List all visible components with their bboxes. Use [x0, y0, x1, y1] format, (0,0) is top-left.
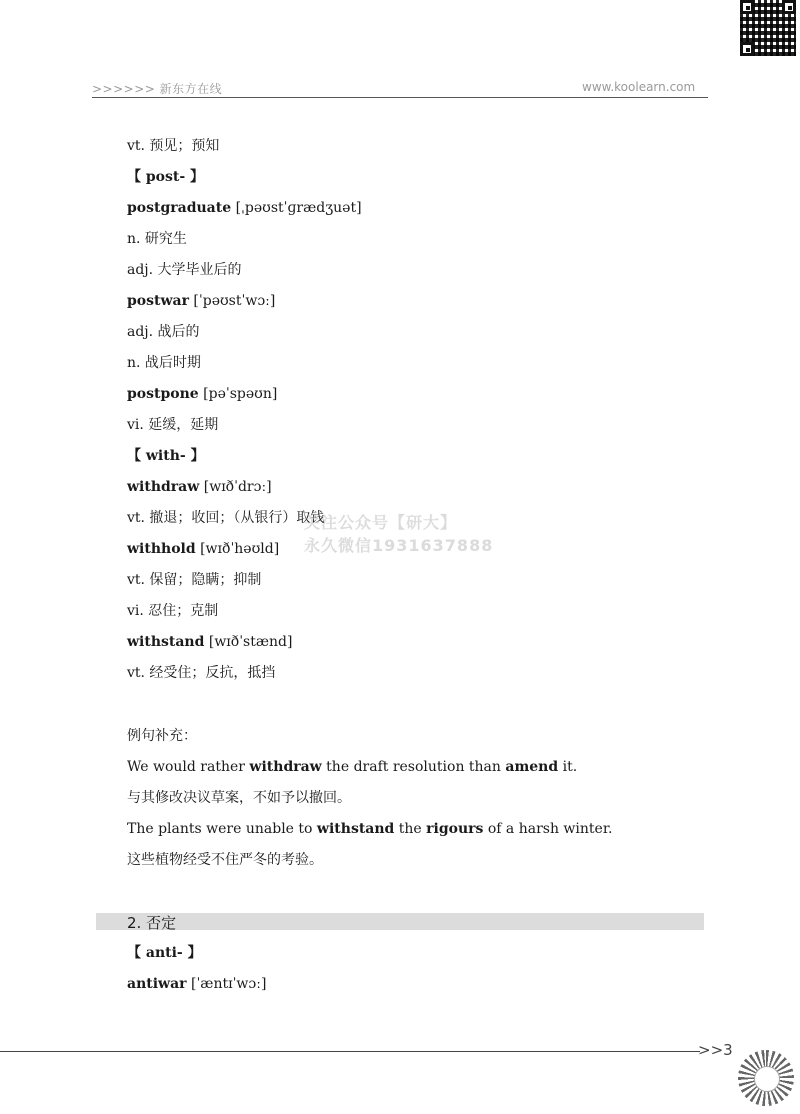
definition-line: vt. 预见；预知 — [127, 138, 220, 154]
definition-line: vt. 撤退；收回；（从银行）取钱 — [127, 510, 325, 526]
word-entry — [127, 385, 277, 403]
definition-line: vt. 经受住；反抗，抵挡 — [127, 665, 276, 681]
definition-line: adj. 大学毕业后的 — [127, 262, 242, 278]
footer-divider — [0, 1051, 700, 1052]
section-header-bar — [96, 913, 704, 930]
word-entry — [127, 540, 279, 558]
text-run: The plants were unable to — [127, 821, 317, 837]
phonetic: [wɪðˈhəʊld] — [195, 541, 280, 557]
phonetic: [pəˈspəʊn] — [198, 386, 278, 402]
section-title: 2. 否定 — [127, 914, 177, 932]
headword: postwar — [127, 293, 189, 309]
header-url[interactable]: www.koolearn.com — [582, 80, 696, 94]
keyword: withstand — [316, 821, 395, 837]
keyword: withdraw — [249, 759, 322, 775]
phonetic: [wɪðˈstænd] — [204, 634, 293, 650]
definition-line: adj. 战后的 — [127, 324, 200, 340]
definition-line: n. 战后时期 — [127, 355, 201, 371]
word-entry — [127, 478, 272, 496]
text-run: the — [394, 821, 427, 837]
definition-line: vt. 保留；隐瞒；抑制 — [127, 572, 262, 588]
definition-line: vi. 延缓，延期 — [127, 417, 219, 433]
word-entry — [127, 633, 292, 651]
example-sentence — [127, 820, 612, 838]
keyword: rigours — [426, 821, 484, 837]
word-entry — [127, 975, 266, 993]
text-run: the draft resolution than — [321, 759, 506, 775]
prefix-heading: 【 with- 】 — [127, 448, 205, 464]
watermark-line-1: 关注公众号【研大】 — [304, 513, 458, 532]
example-translation: 这些植物经受不住严冬的考验。 — [127, 852, 323, 868]
text-run: of a harsh winter. — [483, 821, 613, 837]
definition-line: vi. 忍住；克制 — [127, 603, 219, 619]
qr-code-image — [740, 0, 796, 56]
headword: withhold — [127, 541, 196, 557]
phonetic: [ˈpəʊstˈwɔː] — [188, 293, 276, 309]
phonetic: [ˌpəʊstˈɡrædʒuət] — [231, 200, 362, 216]
phonetic: [wɪðˈdrɔː] — [199, 479, 272, 495]
header-divider — [92, 97, 708, 98]
text-run: it. — [558, 759, 578, 775]
headword: withdraw — [127, 479, 200, 495]
headword: postgraduate — [127, 200, 232, 216]
example-sentence — [127, 758, 577, 776]
header-brand: >>>>>> 新东方在线 — [92, 82, 223, 96]
examples-heading: 例句补充： — [127, 728, 197, 744]
prefix-heading: 【 post- 】 — [127, 169, 205, 185]
headword: postpone — [127, 386, 199, 402]
example-translation: 与其修改决议草案，不如予以撤回。 — [127, 790, 351, 806]
phonetic: [ˈæntɪˈwɔː] — [186, 976, 267, 992]
headword: antiwar — [127, 976, 187, 992]
page-number: >>3 — [698, 1041, 733, 1059]
word-entry — [127, 199, 362, 217]
word-entry — [127, 292, 275, 310]
prefix-heading: 【 anti- 】 — [127, 945, 202, 961]
keyword: amend — [505, 759, 559, 775]
text-run: We would rather — [127, 759, 250, 775]
watermark-line-2: 永久微信1931637888 — [304, 536, 494, 555]
headword: withstand — [127, 634, 205, 650]
definition-line: n. 研究生 — [127, 231, 187, 247]
mini-program-code-image — [738, 1050, 794, 1106]
